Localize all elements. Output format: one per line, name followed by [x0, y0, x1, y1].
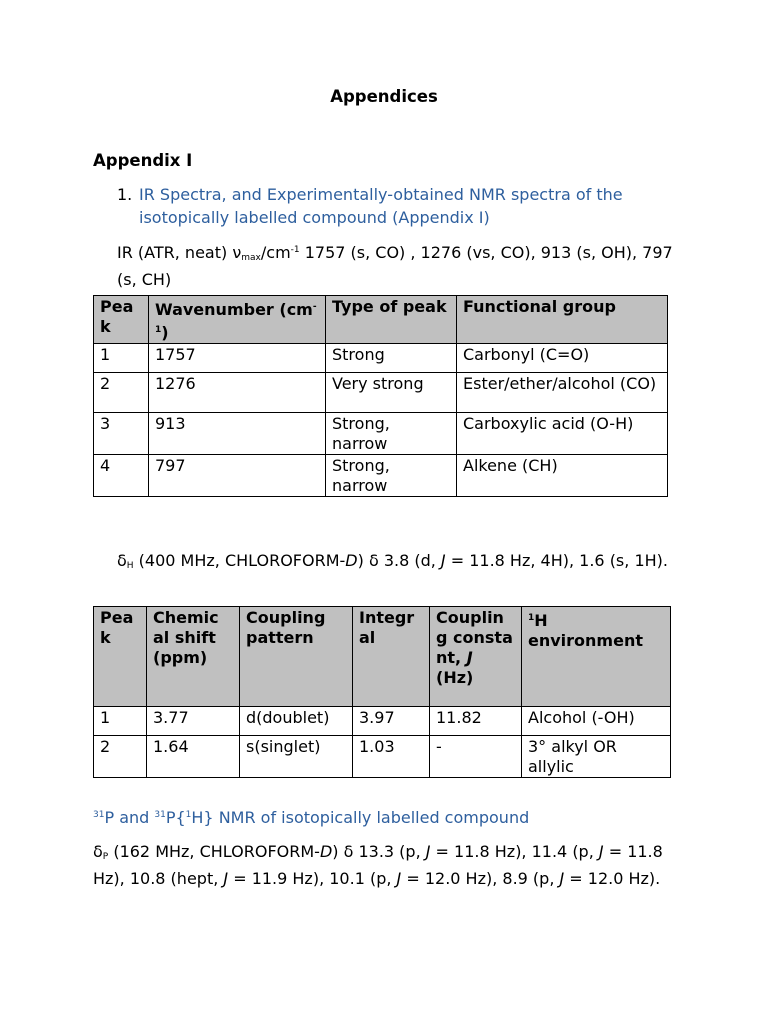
cell-peak: 2 — [94, 373, 149, 413]
ir-header-group: Functional group — [457, 296, 668, 344]
cell-group: Ester/ether/alcohol (CO) — [457, 373, 668, 413]
cell-wavenumber: 797 — [149, 455, 326, 497]
ir-sub: max — [241, 253, 261, 263]
appendix-heading: Appendix I — [93, 151, 193, 170]
ir-header-type: Type of peak — [326, 296, 457, 344]
ir-header-wavenumber: Wavenumber $(cm^{-1})$ — [149, 296, 326, 344]
cell-environment: 3° alkyl OR allylic — [522, 736, 671, 778]
ir-header-peak: Pea k — [94, 296, 149, 344]
nmr-header-integral: Integr al — [353, 607, 430, 707]
nmr-header-constant: Couplin g consta nt, J (Hz) — [430, 607, 522, 707]
table-row — [94, 373, 668, 413]
nmr-header-pattern: Coupling pattern — [240, 607, 353, 707]
ir-table — [93, 295, 668, 497]
cell-group: Alkene (CH) — [457, 455, 668, 497]
ir-data-line — [117, 239, 677, 291]
nmr-header-peak: Pea k — [94, 607, 147, 707]
table-row — [94, 736, 671, 778]
ir-suffix: 1757 (s, CO) , 1276 (vs, CO), 913 (s, OH), 797 (s, CH) — [117, 243, 673, 289]
p-nmr-data-line: $\delta_P$ (162 MHz, CHLOROFORM-D) δ 13.3 (p, J = 11.8 Hz), 11.4 (p, J = 11.8 Hz), 10.8 (hept, J = 11.9 Hz), 10.1 (p, J = 12.0 Hz), 8.9 (p, J = 12.0 Hz). — [93, 842, 663, 888]
ir-mid: /cm — [260, 243, 291, 262]
list-item-heading: IR Spectra, and Experimentally-obtained NMR spectra of the isotopically labelled compound (Appendix I) — [139, 185, 623, 227]
cell-pattern: d(doublet) — [240, 707, 353, 736]
cell-constant: 11.82 — [430, 707, 522, 736]
cell-peak: 2 — [94, 736, 147, 778]
table-row — [94, 344, 668, 373]
cell-group: Carboxylic acid (O-H) — [457, 413, 668, 455]
cell-wavenumber: 1276 — [149, 373, 326, 413]
cell-wavenumber: 1757 — [149, 344, 326, 373]
cell-peak: 1 — [94, 707, 147, 736]
p-nmr-heading: $^{31}$P and $^{31}$P{$^1$H} NMR of isotopically labelled compound — [93, 808, 530, 827]
cell-shift: 3.77 — [147, 707, 240, 736]
cell-type: Strong, narrow — [326, 413, 457, 455]
h-nmr-table — [93, 606, 671, 778]
table-row — [94, 413, 668, 455]
cell-environment: Alcohol (-OH) — [522, 707, 671, 736]
cell-type: Strong — [326, 344, 457, 373]
h-nmr-data-line: $\delta_H$ (400 MHz, CHLOROFORM-D) δ 3.8 (d, J = 11.8 Hz, 4H), 1.6 (s, 1H). — [117, 551, 668, 571]
nmr-header-environment: $^1$H environment — [522, 607, 671, 707]
cell-type: Very strong — [326, 373, 457, 413]
cell-integral: 3.97 — [353, 707, 430, 736]
table-row — [94, 707, 671, 736]
page-title: Appendices — [330, 87, 438, 106]
cell-peak: 1 — [94, 344, 149, 373]
ir-prefix: IR (ATR, neat) ν — [117, 243, 242, 262]
cell-peak: 3 — [94, 413, 149, 455]
cell-type: Strong, narrow — [326, 455, 457, 497]
numbered-list-item — [117, 183, 677, 229]
nmr-table-header-row — [94, 607, 671, 707]
nmr-header-shift: Chemic al shift (ppm) — [147, 607, 240, 707]
cell-shift: 1.64 — [147, 736, 240, 778]
cell-group: Carbonyl (C=O) — [457, 344, 668, 373]
list-number: 1. — [117, 185, 133, 204]
cell-wavenumber: 913 — [149, 413, 326, 455]
cell-integral: 1.03 — [353, 736, 430, 778]
ir-sup: -1 — [290, 245, 300, 255]
table-row — [94, 455, 668, 497]
cell-pattern: s(singlet) — [240, 736, 353, 778]
cell-constant: - — [430, 736, 522, 778]
cell-peak: 4 — [94, 455, 149, 497]
ir-table-header-row — [94, 296, 668, 344]
